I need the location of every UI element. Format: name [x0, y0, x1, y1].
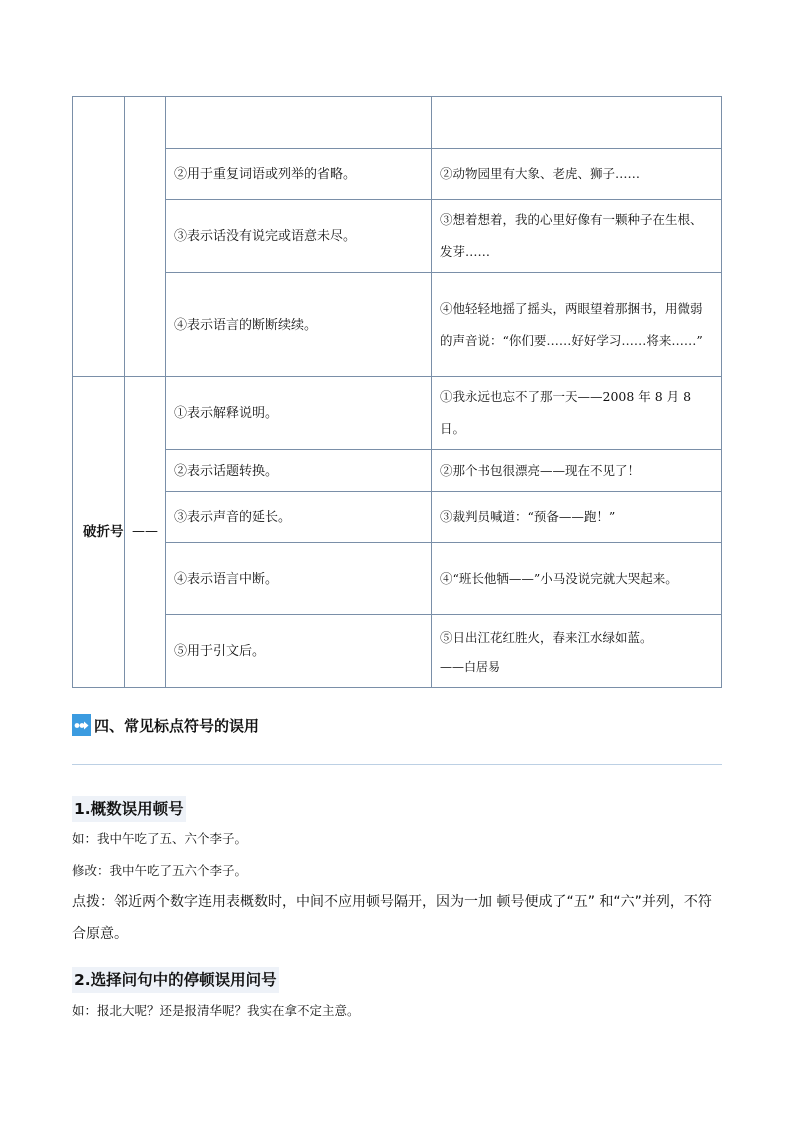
table-cell-example: ②动物园里有大象、老虎、狮子……: [432, 149, 722, 200]
table-row: [73, 200, 722, 273]
table-cell-usage: ③表示声音的延长。: [166, 492, 432, 543]
table-cell-example: ④“班长他牺——”小马没说完就大哭起来。: [432, 543, 722, 615]
item-example: 如：报北大呢？还是报清华呢？我实在拿不定主意。: [72, 1003, 360, 1018]
item-fix: 修改：我中午吃了五六个李子。: [72, 863, 248, 878]
table-row: [73, 97, 722, 149]
table-row: [73, 543, 722, 615]
item-heading: 2.选择问句中的停顿误用问号: [72, 967, 279, 993]
item-heading: 1.概数误用顿号: [72, 796, 186, 822]
table-row: [73, 450, 722, 492]
table-cell-example: ④他轻轻地摇了摇头，两眼望着那捆书，用微弱的声音说：“你们要……好好学习……将来……”: [432, 273, 722, 377]
item-example: 如：我中午吃了五、六个李子。: [72, 831, 248, 846]
table-cell-usage: ②用于重复词语或列举的省略。: [166, 149, 432, 200]
table-cell-example: [432, 615, 722, 688]
table-cell-name: [73, 97, 125, 377]
example-source: ——白居易: [440, 660, 501, 674]
table-row: [73, 615, 722, 688]
arrow-icon: [72, 714, 91, 736]
table-cell-example: ②那个书包很漂亮——现在不见了！: [432, 450, 722, 492]
table-cell-usage: ③表示话没有说完或语意未尽。: [166, 200, 432, 273]
table-row: [73, 149, 722, 200]
table-cell-symbol: ——: [125, 377, 166, 688]
table-cell-symbol: [125, 97, 166, 377]
example-text: ⑤日出江花红胜火，春来江水绿如蓝。: [440, 630, 653, 645]
table-cell-name: 破折号: [73, 377, 125, 688]
table-cell-example: ③裁判员喊道：“预备——跑！”: [432, 492, 722, 543]
table-row: [73, 492, 722, 543]
divider: [72, 764, 722, 765]
table-cell-example: ①我永远也忘不了那一天——2008 年 8 月 8 日。: [432, 377, 722, 450]
table-row: [73, 377, 722, 450]
table-cell-example: [432, 97, 722, 149]
table-cell-usage: ④表示语言的断断续续。: [166, 273, 432, 377]
table-cell-usage: ④表示语言中断。: [166, 543, 432, 615]
table-cell-usage: ⑤用于引文后。: [166, 615, 432, 688]
table-cell-usage: [166, 97, 432, 149]
table-cell-usage: ②表示话题转换。: [166, 450, 432, 492]
item-tip: 点拨：邻近两个数字连用表概数时，中间不应用顿号隔开，因为一加 顿号便成了“五” 和“六”并列，不符合原意。: [72, 894, 712, 942]
section-heading: [72, 712, 259, 738]
table-row: [73, 273, 722, 377]
section-title: 四、常见标点符号的误用: [94, 716, 260, 735]
punctuation-table: [72, 96, 722, 688]
table-cell-usage: ①表示解释说明。: [166, 377, 432, 450]
table-cell-example: ③想着想着，我的心里好像有一颗种子在生根、发芽……: [432, 200, 722, 273]
